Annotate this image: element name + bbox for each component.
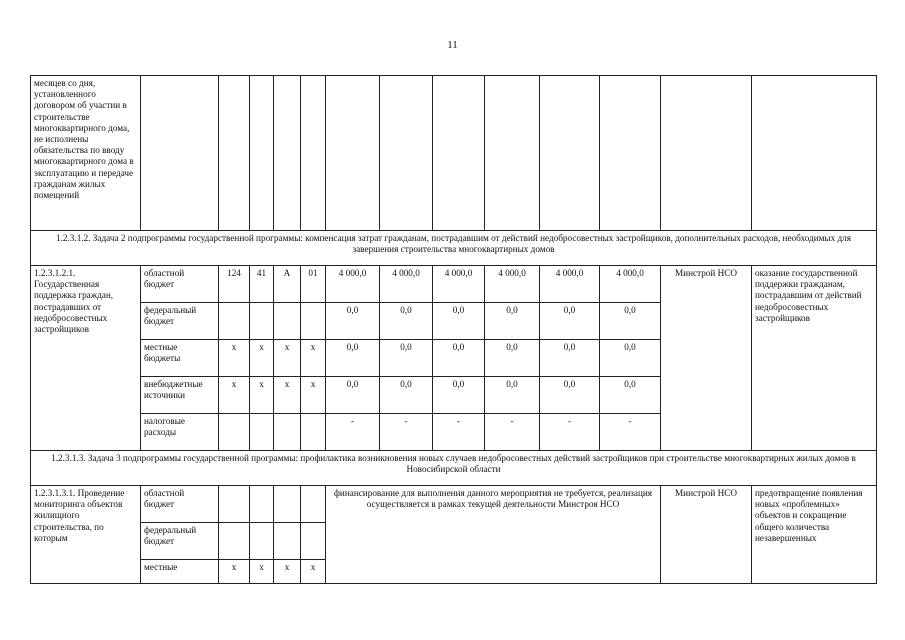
- code-cell: х: [250, 560, 274, 584]
- task2-banner-row: [31, 231, 877, 266]
- funding-source: внебюджетные источники: [141, 377, 219, 414]
- code-cell: [219, 523, 250, 560]
- value-cell: 0,0: [485, 303, 540, 340]
- code-cell: [274, 486, 301, 523]
- continuation-description: месяцев со дня, установленного договором об участии в строительстве многоквартирного дома, не исполнены обязательства по вводу многоквартирного дома в эксплуатацию и передаче гражданам жилых помещений: [31, 76, 141, 231]
- task2-executor: Минстрой НСО: [661, 266, 752, 451]
- code-cell: х: [301, 377, 326, 414]
- code-cell: 124: [219, 266, 250, 303]
- value-cell: -: [380, 414, 433, 451]
- funding-source: областной бюджет: [141, 486, 219, 523]
- value-cell: 0,0: [485, 377, 540, 414]
- code-cell: [301, 414, 326, 451]
- continuation-row: [31, 76, 877, 231]
- value-cell: -: [326, 414, 380, 451]
- task2-result: оказание государственной поддержки гражданам, пострадавшим от действий недобросовестных застройщиков: [752, 266, 877, 451]
- code-cell: [301, 303, 326, 340]
- value-cell: 0,0: [380, 377, 433, 414]
- code-cell: [250, 414, 274, 451]
- code-cell: [219, 303, 250, 340]
- code-cell: [250, 523, 274, 560]
- code-cell: [301, 523, 326, 560]
- value-cell: -: [433, 414, 485, 451]
- value-cell: 0,0: [380, 340, 433, 377]
- code-cell: [219, 414, 250, 451]
- code-cell: [274, 523, 301, 560]
- code-cell: [301, 486, 326, 523]
- value-cell: -: [485, 414, 540, 451]
- code-cell: [219, 486, 250, 523]
- code-cell: х: [274, 560, 301, 584]
- value-cell: 0,0: [600, 303, 661, 340]
- value-cell: 0,0: [326, 303, 380, 340]
- code-cell: х: [219, 377, 250, 414]
- code-cell: х: [219, 560, 250, 584]
- task3-banner-row: [31, 451, 877, 486]
- page-number: 11: [447, 39, 458, 51]
- task3-row-regional: [31, 486, 877, 523]
- code-cell: 41: [250, 266, 274, 303]
- code-cell: [274, 414, 301, 451]
- task2-banner: 1.2.3.1.2. Задача 2 подпрограммы государственной программы: компенсация затрат гражданам, пострадавшим от действий недобросовестных застройщиков, дополнительных расходов, необходимых для завершения строительства многоквартирных домов: [31, 231, 877, 266]
- task3-note: финансирование для выполнения данного мероприятия не требуется, реализация осуществляется в рамках текущей деятельности Минстроя НСО: [326, 486, 661, 584]
- code-cell: х: [219, 340, 250, 377]
- value-cell: 0,0: [600, 340, 661, 377]
- value-cell: 4 000,0: [540, 266, 600, 303]
- value-cell: 4 000,0: [380, 266, 433, 303]
- task3-executor: Минстрой НСО: [661, 486, 752, 584]
- funding-source: федеральный бюджет: [141, 303, 219, 340]
- code-cell: [274, 303, 301, 340]
- value-cell: 0,0: [326, 340, 380, 377]
- code-cell: [250, 486, 274, 523]
- task3-activity: 1.2.3.1.3.1. Проведение мониторинга объектов жилищного строительства, по которым: [31, 486, 141, 584]
- task3-result: предотвращение появления новых «проблемных» объектов и сокращение общего количества незавершенных: [752, 486, 877, 584]
- code-cell: х: [301, 340, 326, 377]
- value-cell: 4 000,0: [485, 266, 540, 303]
- funding-source: федеральный бюджет: [141, 523, 219, 560]
- value-cell: 4 000,0: [433, 266, 485, 303]
- value-cell: 0,0: [540, 377, 600, 414]
- code-cell: х: [250, 377, 274, 414]
- value-cell: 0,0: [433, 303, 485, 340]
- task3-banner: 1.2.3.1.3. Задача 3 подпрограммы государственной программы: профилактика возникновения новых случаев недобросовестных действий застройщиков при строительстве многоквартирных жилых домов в Новосибирской области: [31, 451, 877, 486]
- code-cell: А: [274, 266, 301, 303]
- value-cell: -: [540, 414, 600, 451]
- funding-source: налоговые расходы: [141, 414, 219, 451]
- task2-activity: 1.2.3.1.2.1. Государственная поддержка граждан, пострадавших от недобросовестных застройщиков: [31, 266, 141, 451]
- value-cell: 0,0: [540, 303, 600, 340]
- value-cell: 0,0: [433, 377, 485, 414]
- value-cell: 0,0: [540, 340, 600, 377]
- value-cell: 4 000,0: [326, 266, 380, 303]
- value-cell: 0,0: [326, 377, 380, 414]
- value-cell: 0,0: [433, 340, 485, 377]
- funding-source: местные: [141, 560, 219, 584]
- code-cell: [250, 303, 274, 340]
- code-cell: х: [274, 377, 301, 414]
- value-cell: 0,0: [380, 303, 433, 340]
- code-cell: х: [250, 340, 274, 377]
- value-cell: -: [600, 414, 661, 451]
- funding-source: местные бюджеты: [141, 340, 219, 377]
- budget-table: [30, 75, 877, 584]
- code-cell: х: [274, 340, 301, 377]
- code-cell: 01: [301, 266, 326, 303]
- funding-source: областной бюджет: [141, 266, 219, 303]
- task2-row-regional: [31, 266, 877, 303]
- value-cell: 4 000,0: [600, 266, 661, 303]
- value-cell: 0,0: [600, 377, 661, 414]
- code-cell: х: [301, 560, 326, 584]
- value-cell: 0,0: [485, 340, 540, 377]
